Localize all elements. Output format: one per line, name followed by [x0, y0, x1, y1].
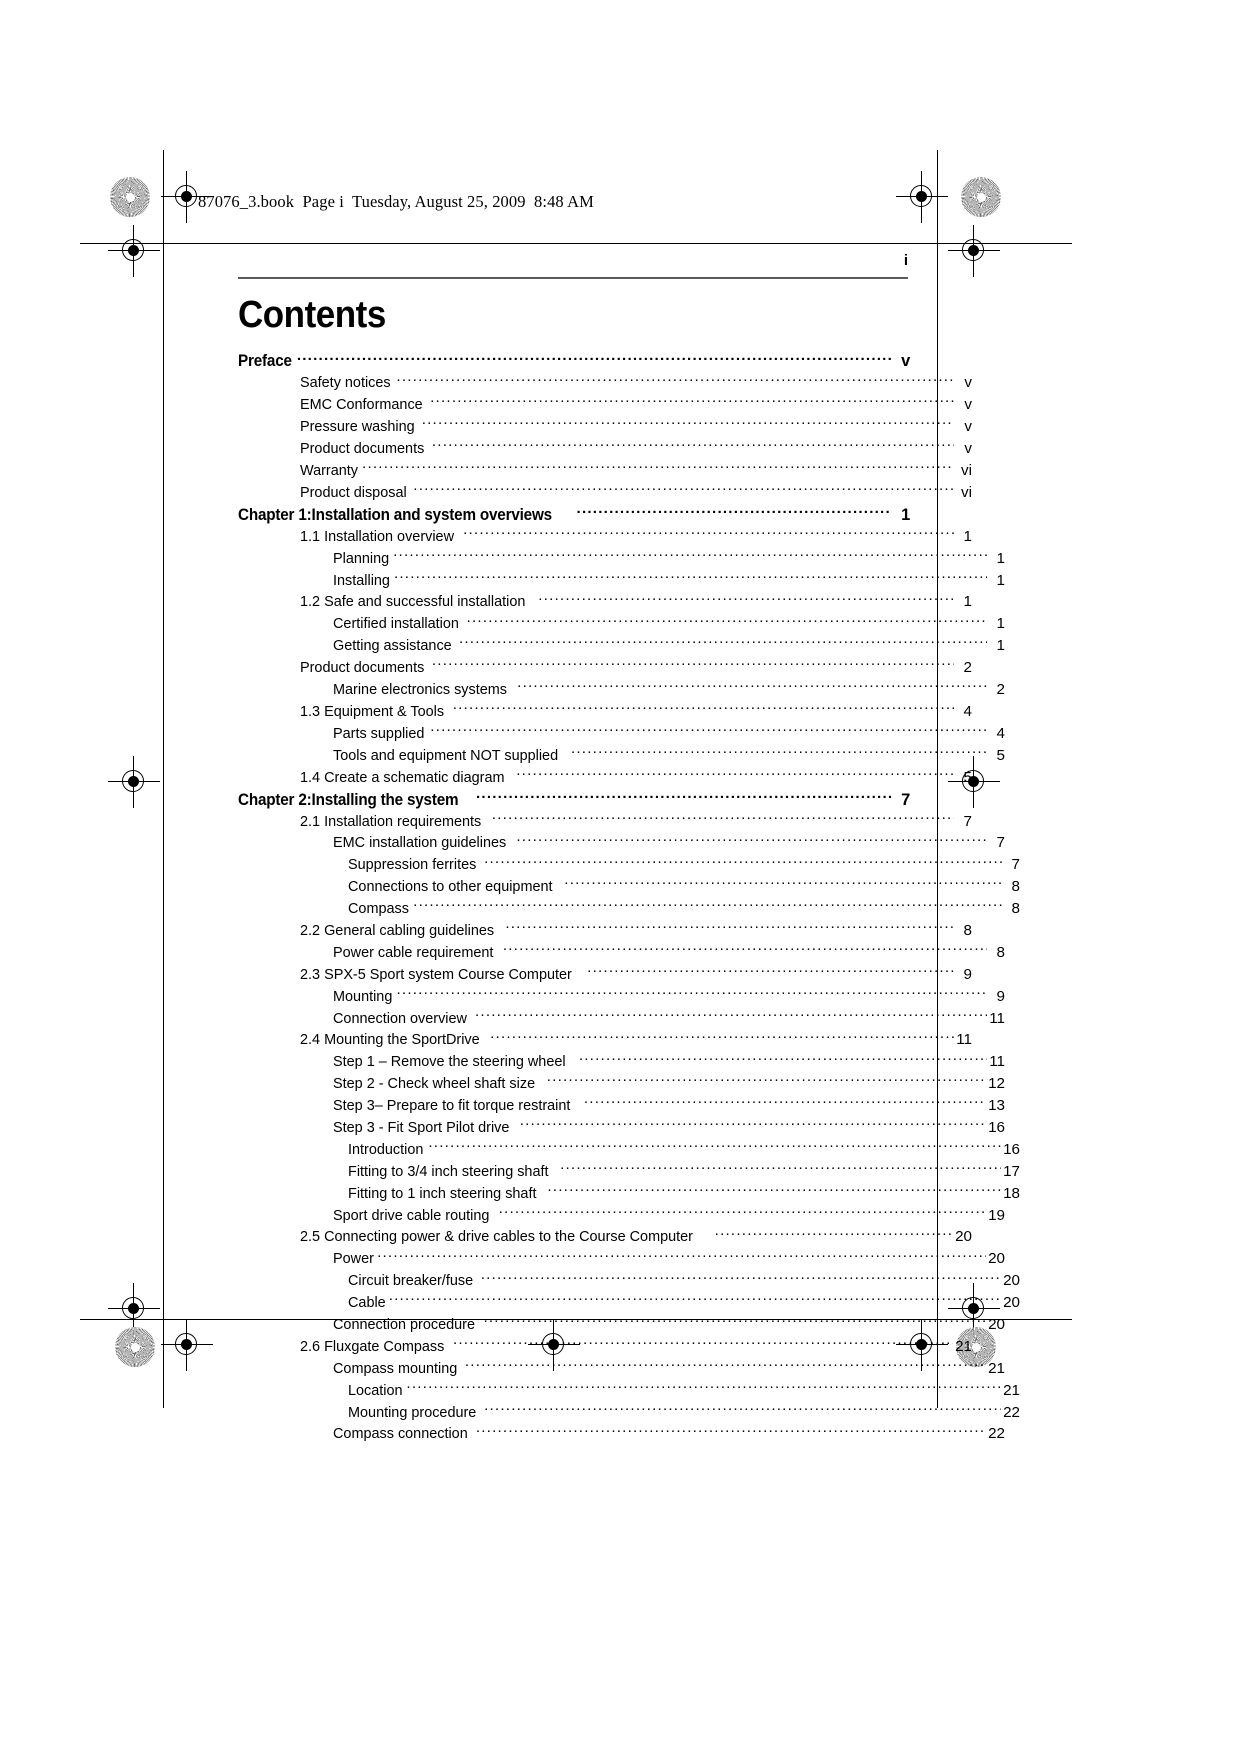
toc-dot-leader — [715, 1226, 953, 1241]
toc-entry-label: 2.1 Installation requirements — [300, 812, 482, 830]
toc-entry-label: Location — [348, 1381, 403, 1399]
toc-entry[interactable] — [238, 1073, 1005, 1095]
toc-entry-label: Connections to other equipment — [348, 878, 553, 896]
toc-entry[interactable] — [238, 482, 972, 504]
toc-dot-leader — [560, 1161, 1001, 1176]
toc-entry-label: EMC installation guidelines — [333, 834, 507, 852]
toc-entry-page-number: 8 — [963, 921, 972, 939]
toc-dot-leader — [483, 1314, 986, 1329]
toc-entry-page-number: v — [964, 418, 972, 436]
toc-entry[interactable] — [238, 1029, 972, 1051]
toc-entry[interactable] — [238, 1379, 1020, 1401]
toc-dot-leader — [492, 810, 954, 825]
toc-entry-label: Preface — [238, 352, 292, 371]
toc-dot-leader — [413, 898, 1002, 913]
toc-entry[interactable] — [238, 635, 1005, 657]
toc-entry-label: Power — [333, 1250, 374, 1268]
toc-dot-leader — [389, 1292, 1001, 1307]
toc-entry[interactable] — [238, 985, 1005, 1007]
toc-entry[interactable] — [238, 1314, 1005, 1336]
toc-dot-leader — [516, 766, 954, 781]
toc-entry-label: 1.1 Installation overview — [300, 527, 454, 545]
toc-entry-label: Mounting procedure — [348, 1403, 477, 1421]
toc-entry[interactable] — [238, 503, 910, 525]
toc-dot-leader — [505, 920, 954, 935]
toc-entry-page-number: 20 — [988, 1250, 1005, 1268]
toc-entry[interactable] — [238, 569, 1005, 591]
toc-entry-label: Tools and equipment NOT supplied — [333, 746, 559, 764]
toc-entry-page-number: 20 — [1003, 1272, 1020, 1290]
toc-entry-label: 1.4 Create a schematic diagram — [300, 768, 505, 786]
toc-entry-page-number: 11 — [989, 1053, 1005, 1071]
toc-entry-page-number: 1 — [996, 615, 1005, 633]
toc-entry-label: Chapter 1:Installation and system overviews — [238, 505, 552, 524]
toc-entry-page-number: 18 — [1003, 1184, 1020, 1202]
toc-dot-leader — [517, 679, 987, 694]
toc-dot-leader — [396, 372, 954, 387]
toc-entry[interactable] — [238, 1182, 1020, 1204]
toc-entry[interactable] — [238, 1007, 1005, 1029]
toc-dot-leader — [516, 832, 987, 847]
toc-entry-label: Product documents — [300, 439, 425, 457]
toc-dot-leader — [476, 1423, 986, 1438]
toc-entry-page-number: 8 — [996, 943, 1005, 961]
toc-entry-label: Step 1 – Remove the steering wheel — [333, 1053, 566, 1071]
toc-entry-label: Warranty — [300, 461, 358, 479]
toc-dot-leader — [484, 1401, 1001, 1416]
toc-dot-leader — [584, 1095, 986, 1110]
toc-entry-label: 2.4 Mounting the SportDrive — [300, 1031, 480, 1049]
toc-entry-label: 2.2 General cabling guidelines — [300, 921, 495, 939]
registration-crosshair-mid-left — [117, 765, 151, 799]
toc-dot-leader — [481, 1270, 1001, 1285]
toc-entry-page-number: 1 — [901, 505, 910, 524]
toc-dot-leader — [499, 1204, 986, 1219]
toc-dot-leader — [432, 657, 954, 672]
toc-entry[interactable] — [238, 810, 972, 832]
toc-dot-leader — [475, 1007, 987, 1022]
toc-entry-label: Marine electronics systems — [333, 680, 507, 698]
toc-entry-label: Sport drive cable routing — [333, 1206, 490, 1224]
toc-entry[interactable] — [238, 526, 972, 548]
toc-entry[interactable] — [238, 1204, 1005, 1226]
trim-line-top — [80, 243, 1072, 244]
toc-entry[interactable] — [238, 1117, 1005, 1139]
registration-crosshair-mid-right-upper — [957, 234, 991, 268]
toc-entry-page-number: 11 — [989, 1009, 1005, 1027]
toc-entry-page-number: 20 — [1003, 1294, 1020, 1312]
toc-entry-page-number: 9 — [996, 987, 1005, 1005]
toc-entry-page-number: 9 — [963, 965, 972, 983]
toc-dot-leader — [520, 1117, 986, 1132]
toc-entry-label: Step 3– Prepare to fit torque restraint — [333, 1097, 571, 1115]
toc-entry[interactable] — [238, 547, 1005, 569]
toc-dot-leader — [297, 350, 892, 366]
toc-entry-page-number: 1 — [963, 593, 972, 611]
toc-dot-leader — [465, 1358, 986, 1373]
toc-entry[interactable] — [238, 438, 972, 460]
toc-list — [238, 350, 1020, 1445]
toc-entry-page-number: 19 — [988, 1206, 1005, 1224]
toc-entry-label: Compass connection — [333, 1425, 468, 1443]
toc-entry[interactable] — [238, 744, 1005, 766]
toc-entry-page-number: 2 — [996, 680, 1005, 698]
toc-dot-leader — [503, 942, 987, 957]
toc-entry-page-number: 20 — [955, 1228, 972, 1246]
toc-dot-leader — [579, 1051, 987, 1066]
table-of-contents — [238, 294, 1020, 1445]
toc-entry-label: Product disposal — [300, 483, 407, 501]
toc-entry-page-number: 7 — [963, 812, 972, 830]
toc-entry-page-number: 21 — [988, 1359, 1005, 1377]
toc-entry-page-number: 1 — [996, 571, 1005, 589]
toc-entry[interactable] — [238, 701, 972, 723]
toc-dot-leader — [571, 744, 987, 759]
toc-entry-label: Step 2 - Check wheel shaft size — [333, 1075, 536, 1093]
toc-entry[interactable] — [238, 766, 972, 788]
toc-entry[interactable] — [238, 657, 972, 679]
toc-dot-leader — [430, 723, 987, 738]
toc-entry-label: Cable — [348, 1294, 386, 1312]
toc-dot-leader — [453, 1336, 953, 1351]
toc-entry-page-number: v — [964, 439, 972, 457]
registration-crosshair-top-right — [905, 180, 939, 214]
toc-entry-page-number: 8 — [1011, 878, 1020, 896]
density-target-top-left — [110, 177, 150, 217]
toc-entry-page-number: 12 — [988, 1075, 1005, 1093]
toc-entry[interactable] — [238, 723, 1005, 745]
toc-entry-page-number: 22 — [988, 1425, 1005, 1443]
toc-entry[interactable] — [238, 350, 910, 372]
toc-dot-leader — [377, 1248, 986, 1263]
toc-entry[interactable] — [238, 942, 1005, 964]
toc-entry-page-number: 11 — [956, 1031, 972, 1049]
toc-entry[interactable] — [238, 1161, 1020, 1183]
book-file-header: 87076_3.book Page i Tuesday, August 25, 2009 8:48 AM — [198, 192, 594, 211]
toc-entry-label: Parts supplied — [333, 724, 425, 742]
toc-dot-leader — [463, 526, 954, 541]
toc-entry-label: Chapter 2:Installing the system — [238, 790, 459, 809]
toc-entry-label: Introduction — [348, 1140, 424, 1158]
toc-dot-leader — [394, 569, 987, 584]
toc-entry-label: Safety notices — [300, 374, 391, 392]
toc-entry[interactable] — [238, 854, 1020, 876]
toc-entry[interactable] — [238, 1270, 1020, 1292]
toc-entry-label: Suppression ferrites — [348, 856, 477, 874]
toc-entry-label: Getting assistance — [333, 637, 452, 655]
density-target-top-right — [961, 177, 1001, 217]
toc-dot-leader — [547, 1073, 986, 1088]
toc-entry-page-number: 7 — [1011, 856, 1020, 874]
toc-entry-page-number: v — [964, 374, 972, 392]
header-rule — [238, 277, 908, 279]
toc-entry-label: Compass — [348, 900, 409, 918]
toc-entry[interactable] — [238, 1095, 1005, 1117]
toc-entry[interactable] — [238, 876, 1020, 898]
toc-entry-label: Power cable requirement — [333, 943, 494, 961]
toc-entry[interactable] — [238, 920, 972, 942]
toc-entry[interactable] — [238, 1336, 972, 1358]
toc-entry[interactable] — [238, 898, 1020, 920]
registration-crosshair-bottom-left — [170, 1328, 204, 1362]
toc-entry-label: EMC Conformance — [300, 396, 423, 414]
toc-entry-page-number: 20 — [988, 1315, 1005, 1333]
toc-dot-leader — [467, 613, 987, 628]
toc-dot-leader — [430, 394, 954, 409]
page-title: Contents — [238, 294, 386, 336]
toc-entry-page-number: 2 — [963, 659, 972, 677]
toc-entry-page-number: 17 — [1003, 1162, 1020, 1180]
toc-entry[interactable] — [238, 1139, 1020, 1161]
toc-entry-page-number: vi — [961, 483, 972, 501]
toc-dot-leader — [428, 1139, 1001, 1154]
toc-entry-page-number: 16 — [988, 1118, 1005, 1136]
toc-entry-label: 1.2 Safe and successful installation — [300, 593, 526, 611]
toc-dot-leader — [577, 503, 892, 519]
toc-entry-label: Step 3 - Fit Sport Pilot drive — [333, 1118, 510, 1136]
registration-crosshair-mid-left-lower — [117, 1292, 151, 1326]
toc-entry[interactable] — [238, 1423, 1005, 1445]
toc-entry-label: Circuit breaker/fuse — [348, 1272, 474, 1290]
toc-entry-page-number: 16 — [1003, 1140, 1020, 1158]
page-number-folio: i — [903, 252, 908, 269]
toc-entry-page-number: 13 — [988, 1097, 1005, 1115]
toc-entry[interactable] — [238, 1051, 1005, 1073]
toc-entry-label: Certified installation — [333, 615, 459, 633]
toc-entry[interactable] — [238, 416, 972, 438]
toc-dot-leader — [393, 547, 987, 562]
toc-entry-label: 1.3 Equipment & Tools — [300, 702, 445, 720]
toc-entry[interactable] — [238, 832, 1005, 854]
toc-dot-leader — [587, 964, 954, 979]
toc-entry-page-number: 5 — [963, 768, 972, 786]
toc-dot-leader — [362, 460, 954, 475]
toc-entry-label: Connection procedure — [333, 1315, 475, 1333]
toc-dot-leader — [547, 1182, 1001, 1197]
toc-entry-page-number: 7 — [901, 790, 910, 809]
toc-entry[interactable] — [238, 460, 972, 482]
toc-dot-leader — [484, 854, 1002, 869]
toc-dot-leader — [413, 482, 954, 497]
toc-entry-label: Mounting — [333, 987, 393, 1005]
toc-entry[interactable] — [238, 372, 972, 394]
toc-entry-page-number: 1 — [963, 527, 972, 545]
toc-entry[interactable] — [238, 613, 1005, 635]
trim-line-left — [163, 150, 164, 1408]
toc-entry-page-number: 4 — [963, 702, 972, 720]
toc-entry-page-number: 21 — [955, 1337, 972, 1355]
toc-dot-leader — [490, 1029, 954, 1044]
toc-entry-label: Planning — [333, 549, 390, 567]
toc-dot-leader — [453, 701, 954, 716]
toc-entry-page-number: 22 — [1003, 1403, 1020, 1421]
toc-dot-leader — [406, 1379, 1001, 1394]
toc-entry[interactable] — [238, 1248, 1005, 1270]
toc-dot-leader — [476, 788, 892, 804]
toc-entry-page-number: 4 — [996, 724, 1005, 742]
toc-entry-label: Fitting to 3/4 inch steering shaft — [348, 1162, 549, 1180]
toc-entry-label: Product documents — [300, 659, 425, 677]
registration-crosshair-mid-left-upper — [117, 234, 151, 268]
toc-entry-page-number: 1 — [996, 549, 1005, 567]
toc-entry-label: 2.6 Fluxgate Compass — [300, 1337, 445, 1355]
toc-entry-page-number: vi — [961, 461, 972, 479]
toc-entry[interactable] — [238, 964, 972, 986]
toc-entry-page-number: 5 — [996, 746, 1005, 764]
toc-entry-page-number: v — [964, 396, 972, 414]
toc-entry-page-number: v — [901, 352, 910, 371]
toc-dot-leader — [538, 591, 954, 606]
toc-entry-label: Pressure washing — [300, 418, 415, 436]
toc-dot-leader — [396, 985, 987, 1000]
toc-entry[interactable] — [238, 1226, 972, 1248]
toc-entry-label: Compass mounting — [333, 1359, 458, 1377]
toc-entry-page-number: 21 — [1003, 1381, 1020, 1399]
density-target-bottom-left — [115, 1327, 155, 1367]
toc-dot-leader — [432, 438, 954, 453]
toc-entry[interactable] — [238, 394, 972, 416]
toc-entry[interactable] — [238, 788, 910, 810]
toc-entry-label: Fitting to 1 inch steering shaft — [348, 1184, 537, 1202]
toc-entry[interactable] — [238, 679, 1005, 701]
toc-dot-leader — [564, 876, 1002, 891]
toc-dot-leader — [422, 416, 954, 431]
toc-entry[interactable] — [238, 1292, 1020, 1314]
toc-entry-page-number: 7 — [996, 834, 1005, 852]
toc-entry-label: 2.3 SPX-5 Sport system Course Computer — [300, 965, 572, 983]
toc-dot-leader — [459, 635, 987, 650]
toc-entry[interactable] — [238, 1358, 1005, 1380]
toc-entry[interactable] — [238, 1401, 1020, 1423]
toc-entry-label: Installing — [333, 571, 390, 589]
toc-entry-label: 2.5 Connecting power & drive cables to the Course Computer — [300, 1228, 693, 1246]
toc-entry[interactable] — [238, 591, 972, 613]
toc-entry-label: Connection overview — [333, 1009, 467, 1027]
toc-entry-page-number: 8 — [1011, 900, 1020, 918]
toc-entry-page-number: 1 — [996, 637, 1005, 655]
